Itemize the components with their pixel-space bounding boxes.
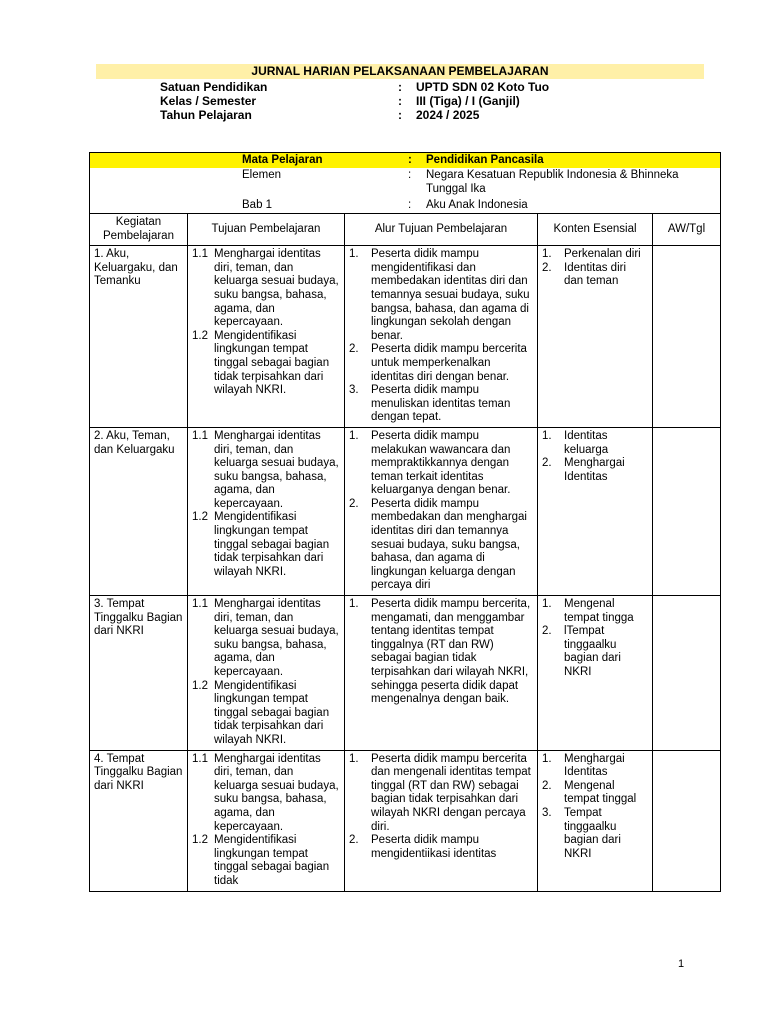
- cell-alur: [345, 750, 538, 891]
- list-item: 1. Identitas keluarga: [542, 429, 609, 456]
- info-colon: :: [398, 80, 402, 94]
- list-item: 2. lTempat tinggaalku bagian dari NKRI: [542, 625, 621, 678]
- list-item: 2. Identitas diri dan teman: [542, 261, 627, 288]
- cell-tujuan: [188, 427, 345, 595]
- cell-alur: [345, 246, 538, 428]
- header-konten: Konten Esensial: [538, 214, 653, 246]
- cell-aw[interactable]: [653, 596, 721, 751]
- cell-konten: [538, 750, 653, 891]
- list-item: 2. Peserta didik mampu membedakan dan menghargai identitas diri dan temannya sesuai budaya, suku bangsa, bahasa, dan agama di lingkungan keluarga dengan percaya diri: [349, 497, 527, 592]
- header-kegiatan: Kegiatan Pembelajaran: [90, 214, 188, 246]
- header-tujuan: Tujuan Pembelajaran: [188, 214, 345, 246]
- meta-value: Negara Kesatuan Republik Indonesia & Bhinneka Tunggal Ika: [426, 169, 679, 195]
- document-title: JURNAL HARIAN PELAKSANAAN PEMBELAJARAN: [96, 64, 704, 79]
- cell-kegiatan: 3. Tempat Tinggalku Bagian dari NKRI: [90, 596, 188, 751]
- table-row: [90, 427, 721, 595]
- list-item: 2. Menghargai Identitas: [542, 457, 625, 483]
- info-value: III (Tiga) / I (Ganjil): [416, 94, 520, 108]
- cell-tujuan: [188, 750, 345, 891]
- meta-row-elemen: [90, 168, 721, 198]
- list-item: 1. Perkenalan diri: [542, 248, 641, 261]
- list-item: 1.1 Menghargai identitas diri, teman, dan keluarga sesuai budaya, suku bangsa, bahasa, agama, dan kepercayaan.: [192, 598, 339, 678]
- cell-kegiatan: 4. Tempat Tinggalku Bagian dari NKRI: [90, 750, 188, 891]
- list-item: 1. Peserta didik mampu mengidentifikasi dan membedakan identitas diri dan temannya sesuai budaya, suku bangsa, bahasa, dan agama di lingkungan sekolah dengan benar.: [349, 248, 530, 342]
- info-colon: :: [398, 94, 402, 108]
- meta-label: Bab 1: [242, 199, 273, 211]
- list-item: 1.1 Menghargai identitas diri, teman, dan keluarga sesuai budaya, suku bangsa, bahasa, agama, dan kepercayaan.: [192, 429, 339, 510]
- info-colon: :: [398, 108, 402, 122]
- list-item: 1.2 Mengidentifikasi lingkungan tempat tinggal sebagai bagian tidak terpisahkan dari wilayah NKRI.: [192, 511, 330, 578]
- meta-colon: :: [408, 154, 412, 166]
- list-item: 1.1 Menghargai identitas diri, teman, dan keluarga sesuai budaya, suku bangsa, bahasa, agama, dan kepercayaan.: [192, 752, 339, 833]
- journal-table: [89, 152, 721, 892]
- info-value: UPTD SDN 02 Koto Tuo: [416, 80, 550, 94]
- cell-kegiatan: 2. Aku, Teman, dan Keluargaku: [90, 427, 188, 595]
- list-item: 1. Mengenal tempat tingga: [542, 598, 634, 624]
- meta-colon: :: [408, 199, 412, 211]
- table-row: [90, 596, 721, 751]
- header-aw: AW/Tgl: [653, 214, 721, 246]
- info-value: 2024 / 2025: [416, 108, 480, 122]
- list-item: 1. Menghargai Identitas: [542, 752, 625, 779]
- info-label: Tahun Pelajaran: [160, 108, 252, 122]
- meta-value: Pendidikan Pancasila: [426, 154, 544, 166]
- list-item: 1. Peserta didik mampu bercerita, mengamati, dan menggambar tentang identitas tempat tinggalnya (RT dan RW) sebagai bagian tidak terpisahkan dari wilayah NKRI, sehingga peserta didik dapat mengenalnya dengan baik.: [349, 598, 531, 706]
- table-header-row: [90, 214, 721, 246]
- cell-tujuan: [188, 246, 345, 428]
- info-label: Satuan Pendidikan: [160, 80, 268, 94]
- list-item: 3. Tempat tinggaalku bagian dari NKRI: [542, 806, 621, 860]
- cell-alur: [345, 427, 538, 595]
- info-label: Kelas / Semester: [160, 94, 257, 108]
- list-item: 3. Peserta didik mampu menuliskan identitas teman dengan tepat.: [349, 384, 511, 424]
- list-item: 1. Peserta didik mampu bercerita dan mengenali identitas tempat tinggal (RT dan RW) sebagai bagian tidak terpisahkan dari wilayah NKRI dengan percaya diri.: [349, 752, 531, 833]
- meta-row-mapel: [90, 153, 721, 169]
- cell-aw[interactable]: [653, 750, 721, 891]
- header-alur: Alur Tujuan Pembelajaran: [345, 214, 538, 246]
- cell-aw[interactable]: [653, 246, 721, 428]
- page-number: 1: [678, 958, 685, 970]
- list-item: 2. Peserta didik mampu mengidentiikasi identitas: [349, 834, 497, 860]
- meta-colon: :: [408, 169, 412, 181]
- meta-label: Elemen: [242, 169, 281, 181]
- cell-konten: [538, 427, 653, 595]
- cell-tujuan: [188, 596, 345, 751]
- list-item: 2. Peserta didik mampu bercerita untuk memperkenalkan identitas diri dengan benar.: [349, 343, 527, 383]
- cell-alur: [345, 596, 538, 751]
- list-item: 2. Mengenal tempat tinggal: [542, 779, 637, 806]
- list-item: 1.2 Mengidentifikasi lingkungan tempat tinggal sebagai bagian tidak terpisahkan dari wilayah NKRI.: [192, 679, 330, 746]
- meta-value: Aku Anak Indonesia: [426, 199, 528, 211]
- cell-konten: [538, 596, 653, 751]
- list-item: 1. Peserta didik mampu melakukan wawancara dan mempraktikkannya dengan teman terkait identitas keluarganya dengan benar.: [349, 429, 511, 497]
- list-item: 1.2 Mengidentifikasi lingkungan tempat tinggal sebagai bagian tidak: [192, 834, 330, 887]
- meta-row-bab: [90, 198, 721, 214]
- list-item: 1.2 Mengidentifikasi lingkungan tempat tinggal sebagai bagian tidak terpisahkan dari wilayah NKRI.: [192, 329, 330, 397]
- cell-aw[interactable]: [653, 427, 721, 595]
- table-row: [90, 750, 721, 891]
- table-row: [90, 246, 721, 428]
- cell-kegiatan: 1. Aku, Keluargaku, dan Temanku: [90, 246, 188, 428]
- list-item: 1.1 Menghargai identitas diri, teman, dan keluarga sesuai budaya, suku bangsa, bahasa, agama, dan kepercayaan.: [192, 248, 339, 329]
- meta-label: Mata Pelajaran: [242, 154, 323, 166]
- cell-konten: [538, 246, 653, 428]
